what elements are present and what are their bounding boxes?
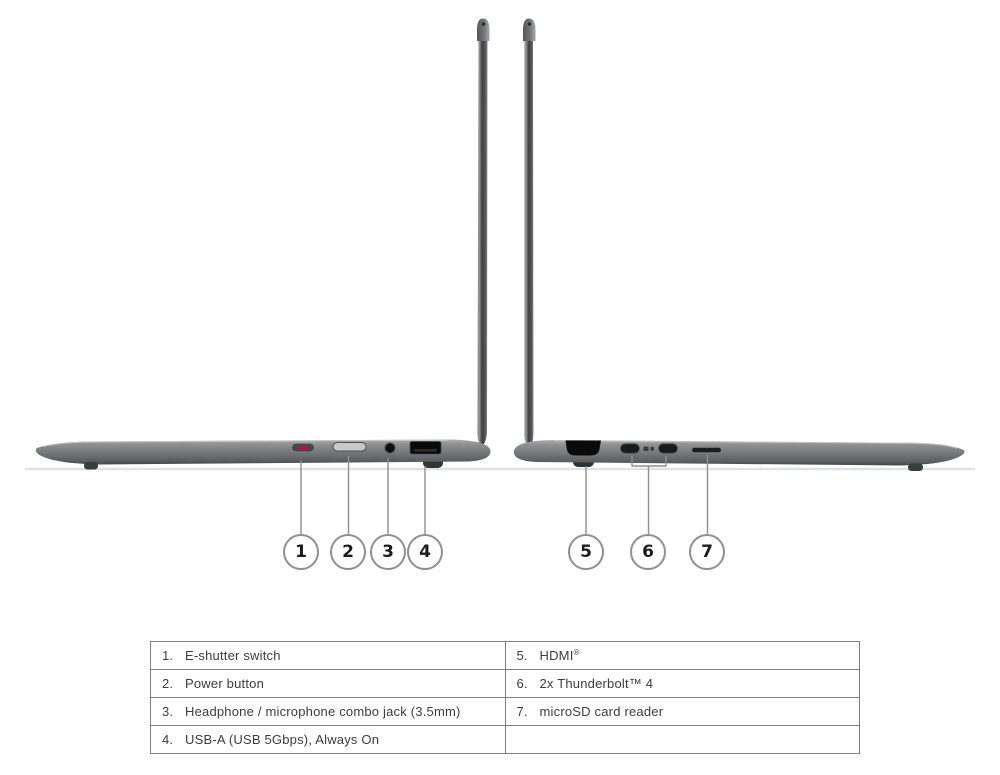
legend-label: 2x Thunderbolt™ 4 <box>539 676 654 691</box>
headphone-jack-port <box>385 443 395 453</box>
webcam-icon <box>482 22 486 26</box>
laptop-right-side-view <box>36 19 491 470</box>
legend-number: 7. <box>516 704 528 719</box>
legend-cell-7 <box>505 698 860 726</box>
callout-number: 3 <box>382 542 394 562</box>
legend-label: E-shutter switch <box>185 648 281 663</box>
e-shutter-red-indicator <box>299 445 308 450</box>
charging-indicator-icon <box>644 447 649 452</box>
port-legend-table <box>150 641 860 754</box>
legend-label: Headphone / microphone combo jack (3.5mm) <box>185 704 461 719</box>
legend-number: 2. <box>162 676 174 691</box>
callout-3 <box>370 534 406 570</box>
callout-number: 1 <box>295 542 307 562</box>
callout-1 <box>283 534 319 570</box>
table-row <box>151 698 860 726</box>
callout-7 <box>689 534 725 570</box>
camera-tab <box>523 19 536 42</box>
laptop-left-side-view <box>514 19 965 472</box>
legend-cell-6 <box>505 670 860 698</box>
thunderbolt-port-1 <box>621 444 640 453</box>
legend-label: HDMI <box>539 648 574 663</box>
callout-4 <box>407 534 443 570</box>
camera-tab <box>477 19 490 42</box>
legend-number: 6. <box>516 676 528 691</box>
legend-label: microSD card reader <box>539 704 664 719</box>
legend-number: 3. <box>162 704 174 719</box>
usb-a-tongue <box>415 449 437 452</box>
callout-6 <box>630 534 666 570</box>
table-row <box>151 670 860 698</box>
usb-a-port <box>410 442 441 455</box>
callout-number: 5 <box>580 542 592 562</box>
legend-number: 4. <box>162 732 174 747</box>
charging-indicator-icon <box>651 447 655 451</box>
laptop-lid <box>478 36 488 447</box>
hdmi-port <box>566 441 602 456</box>
thunderbolt-port-2 <box>659 444 678 453</box>
legend-number: 5. <box>516 648 528 663</box>
callout-2 <box>330 534 366 570</box>
table-row <box>151 642 860 670</box>
legend-cell-5 <box>505 642 860 670</box>
microsd-card-slot <box>692 448 721 452</box>
rubber-foot <box>908 464 923 472</box>
callout-number: 4 <box>419 542 431 562</box>
webcam-icon <box>528 22 532 26</box>
legend-label: USB-A (USB 5Gbps), Always On <box>185 732 380 747</box>
power-button <box>333 443 366 452</box>
leader-lines <box>301 455 708 534</box>
callout-number: 6 <box>642 542 654 562</box>
callout-number: 2 <box>342 542 354 562</box>
laptop-lid <box>524 36 533 447</box>
legend-cell-3 <box>151 698 506 726</box>
legend-cell-1 <box>151 642 506 670</box>
legend-cell-2 <box>151 670 506 698</box>
legend-cell-4 <box>151 726 506 754</box>
callout-number: 7 <box>701 542 713 562</box>
legend-number: 1. <box>162 648 174 663</box>
callout-5 <box>568 534 604 570</box>
legend-label: Power button <box>185 676 265 691</box>
rubber-foot <box>84 462 98 470</box>
legend-cell-empty <box>505 726 860 754</box>
trademark-symbol: ® <box>573 648 580 657</box>
table-row <box>151 726 860 754</box>
